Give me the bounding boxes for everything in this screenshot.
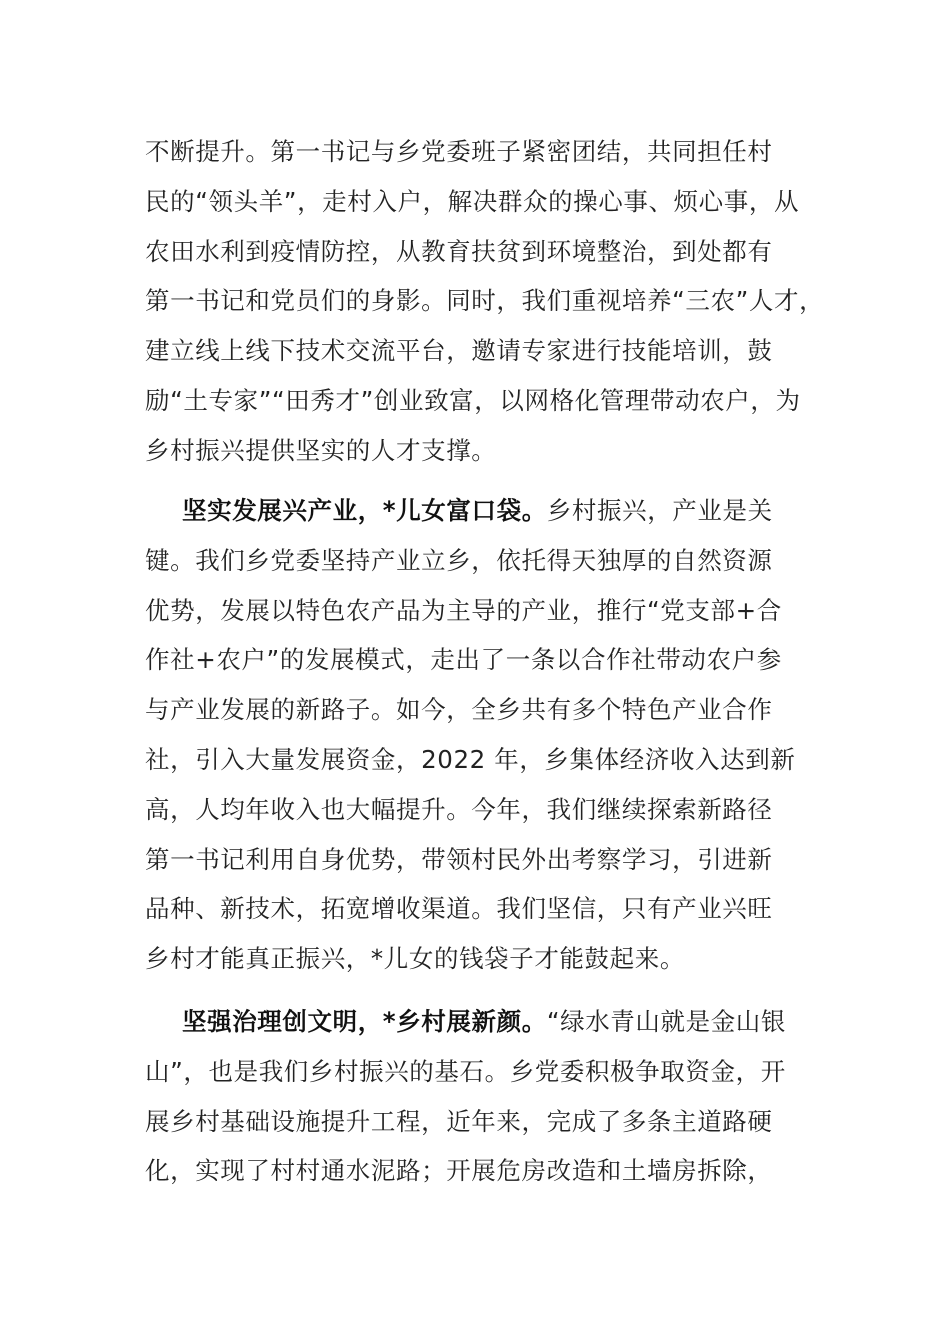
- text-line: “绿水青山就是金山银: [546, 1007, 787, 1036]
- paragraph-industry: [145, 486, 817, 984]
- text-line: 键。我们乡党委坚持产业立乡，依托得天独厚的自然资源: [145, 545, 773, 575]
- text-line: 化，实现了村村通水泥路；开展危房改造和土墙房拆除，: [145, 1156, 773, 1186]
- text-line: 第一书记和党员们的身影。同时，我们重视培养“三农”人才，: [145, 286, 825, 316]
- text-line: 山”，也是我们乡村振兴的基石。乡党委积极争取资金，开: [145, 1056, 786, 1086]
- paragraph-heading: 坚强治理创文明，*乡村展新颜。: [182, 1007, 547, 1036]
- text-line: 乡村才能真正振兴，*儿女的钱袋子才能鼓起来。: [145, 944, 685, 974]
- text-line: 建立线上线下技术交流平台，邀请专家进行技能培训，鼓: [145, 336, 773, 366]
- text-line: 乡村振兴，产业是关: [546, 496, 773, 525]
- text-line: 高，人均年收入也大幅提升。今年，我们继续探索新路径: [145, 794, 773, 824]
- text-line: 乡村振兴提供坚实的人才支撑。: [145, 435, 497, 465]
- text-line: 社，引入大量发展资金，2022 年，乡集体经济收入达到新: [145, 744, 796, 774]
- text-line: 优势，发展以特色农产品为主导的产业，推行“党支部+合: [145, 595, 782, 625]
- text-line: 品种、新技术，拓宽增收渠道。我们坚信，只有产业兴旺: [145, 894, 773, 924]
- text-line: 作社+农户”的发展模式，走出了一条以合作社带动农户参: [145, 645, 782, 675]
- text-line: 展乡村基础设施提升工程，近年来，完成了多条主道路硬: [145, 1106, 773, 1136]
- text-line: 民的“领头羊”，走村入户，解决群众的操心事、烦心事，从: [145, 186, 800, 216]
- paragraph-governance: [145, 997, 817, 1196]
- text-line: 不断提升。第一书记与乡党委班子紧密团结，共同担任村: [145, 137, 773, 166]
- text-line: 农田水利到疫情防控，从教育扶贫到环境整治，到处都有: [145, 236, 773, 266]
- paragraph-talent-support: [145, 127, 825, 476]
- text-line: 与产业发展的新路子。如今，全乡共有多个特色产业合作: [145, 695, 773, 725]
- text-line: 励“土专家”“田秀才”创业致富，以网格化管理带动农户，为: [145, 385, 801, 415]
- text-line: 第一书记利用自身优势，带领村民外出考察学习，引进新: [145, 844, 773, 874]
- paragraph-heading: 坚实发展兴产业，*儿女富口袋。: [182, 496, 547, 525]
